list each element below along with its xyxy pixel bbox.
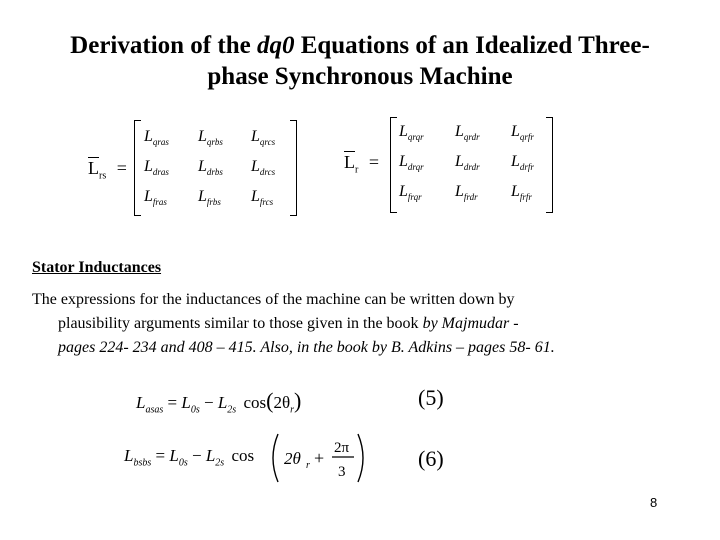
paragraph-line: plausibility arguments similar to those given in the book by Majmudar - <box>58 315 519 332</box>
equation-6-argument <box>268 432 368 484</box>
matrix-cell: $L_{drfr}$ <box>511 153 534 173</box>
matrix-cell: $L_{drdr}$ <box>455 153 480 173</box>
title-text: Derivation of the <box>70 32 257 59</box>
matrix-cell: $L_{qrbs}$ <box>198 128 223 148</box>
matrix-cell: $L_{frdr}$ <box>455 183 478 203</box>
matrix-cell: $L_{dras}$ <box>144 158 169 178</box>
matrix-cell: $L_{drbs}$ <box>198 158 223 178</box>
right-bracket <box>546 117 553 213</box>
fraction-numerator: 2π <box>334 440 350 456</box>
title-text: phase Synchronous Machine <box>207 63 513 90</box>
argument-subscript: r <box>306 460 310 471</box>
matrix-cell: $L_{frqr}$ <box>399 183 422 203</box>
left-bracket <box>134 120 141 216</box>
stator-matrix-lhs: $\overline{L}_{rs}$ = <box>88 158 127 182</box>
body-paragraph <box>32 288 692 360</box>
argument-text: 2θ <box>284 449 301 468</box>
title-italic-text: dq0 <box>256 32 295 59</box>
slide-title <box>0 30 720 92</box>
matrix-cell: $L_{drqr}$ <box>399 153 424 173</box>
rotor-matrix-lhs: $\overline{L}_r$ = <box>344 152 379 176</box>
equation-5: $L_{asas} = L_{0s} - L_{2s}$ $\cos(2\theta_r)$ <box>136 388 302 416</box>
equation-6: $L_{bsbs} = L_{0s} - L_{2s}$ cos <box>124 446 255 469</box>
equation-number: (6) <box>418 446 444 471</box>
matrix-cell: $L_{qras}$ <box>144 128 169 148</box>
paragraph-line: The expressions for the inductances of the machine can be written down by <box>32 291 515 308</box>
matrix-cell: $L_{frbs}$ <box>198 188 221 208</box>
title-text: Equations of an Idealized Three- <box>294 32 650 59</box>
left-bracket <box>390 117 397 213</box>
matrix-cell: $L_{drcs}$ <box>251 158 276 178</box>
matrix-cell: $L_{fras}$ <box>144 188 167 208</box>
matrix-cell: $L_{qrqr}$ <box>399 123 424 143</box>
left-paren <box>273 434 278 482</box>
equation-number: (5) <box>418 385 444 410</box>
right-bracket <box>290 120 297 216</box>
matrix-cell: $L_{qrcs}$ <box>251 128 276 148</box>
matrix-cell: $L_{qrfr}$ <box>511 123 534 143</box>
fraction-denominator: 3 <box>338 464 346 480</box>
plus-sign: + <box>314 448 325 468</box>
matrix-cell: $L_{frfr}$ <box>511 183 532 203</box>
right-paren <box>358 434 363 482</box>
matrix-cell: $L_{frcs}$ <box>251 188 274 208</box>
paragraph-line: pages 224- 234 and 408 – 415. Also, in the book by B. Adkins – pages 58- 61. <box>58 339 555 356</box>
page-number: 8 <box>650 495 658 510</box>
section-heading: Stator Inductances <box>32 259 162 276</box>
matrix-cell: $L_{qrdr}$ <box>455 123 480 143</box>
